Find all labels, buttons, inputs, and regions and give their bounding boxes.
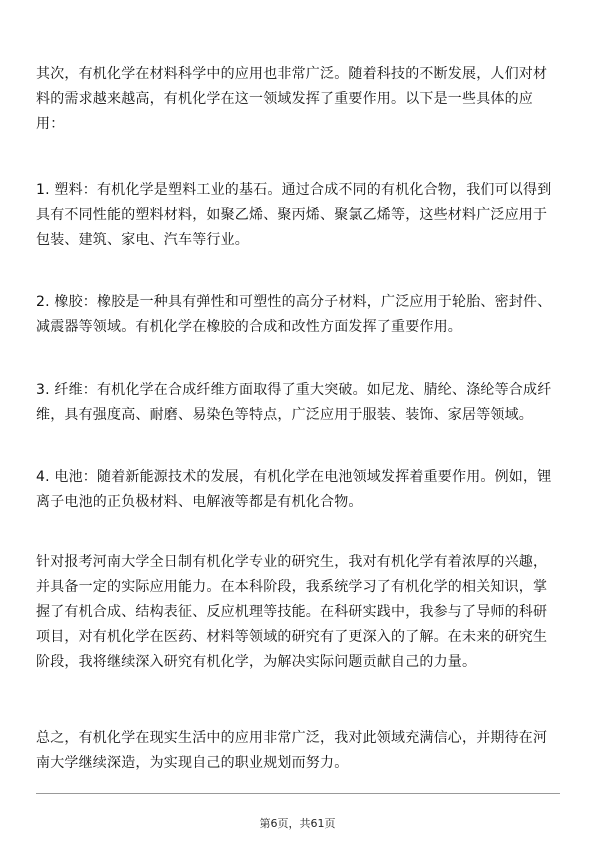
paragraph-fibers: 3. 纤维：有机化学在合成纤维方面取得了重大突破。如尼龙、腈纶、涤纶等合成纤 维，具有强度高、耐磨、易染色等特点，广泛应用于服装、装饰、家居等领域。: [36, 382, 552, 423]
paragraph-materials-intro: 其次，有机化学在材料科学中的应用也非常广泛。随着科技的不断发展，人们对材 料的需求越来越高，有机化学在这一领域发挥了重要作用。以下是一些具体的应 用：: [36, 66, 548, 132]
paragraph-rubber: 2. 橡胶：橡胶是一种具有弹性和可塑性的高分子材料，广泛应用于轮胎、密封件、 减震器等领域。有机化学在橡胶的合成和改性方面发挥了重要作用。: [36, 294, 552, 335]
paragraph-personal-statement: 针对报考河南大学全日制有机化学专业的研究生，我对有机化学有着浓厚的兴趣， 并具备一定的实际应用能力。在本科阶段，我系统学习了有机化学的相关知识，掌 握了有机合成、结构表征、反应机理等技能。在科研实践中，我参与了导师的科研 项目，对有机化学在医药、材料等领域的研究有了更深入的了解。在未来的研究生 阶段，我将继续深入研究有机化学，为解决实际问题贡献自己的力量。: [36, 554, 548, 670]
paragraph-batteries: 4. 电池：随着新能源技术的发展，有机化学在电池领域发挥着重要作用。例如，锂 离子电池的正负极材料、电解液等都是有机化合物。: [36, 469, 552, 510]
paragraph-plastics: 1. 塑料：有机化学是塑料工业的基石。通过合成不同的有机化合物，我们可以得到 具有不同性能的塑料材料，如聚乙烯、聚丙烯、聚氯乙烯等，这些材料广泛应用于 包装、建筑、家电、汽车等行业。: [36, 182, 552, 248]
footer-divider: [36, 793, 560, 794]
page-number: 第6页，共61页: [259, 817, 336, 830]
paragraph-conclusion: 总之，有机化学在现实生活中的应用非常广泛，我对此领域充满信心，并期待在河 南大学继续深造，为实现自己的职业规划而努力。: [36, 730, 548, 771]
